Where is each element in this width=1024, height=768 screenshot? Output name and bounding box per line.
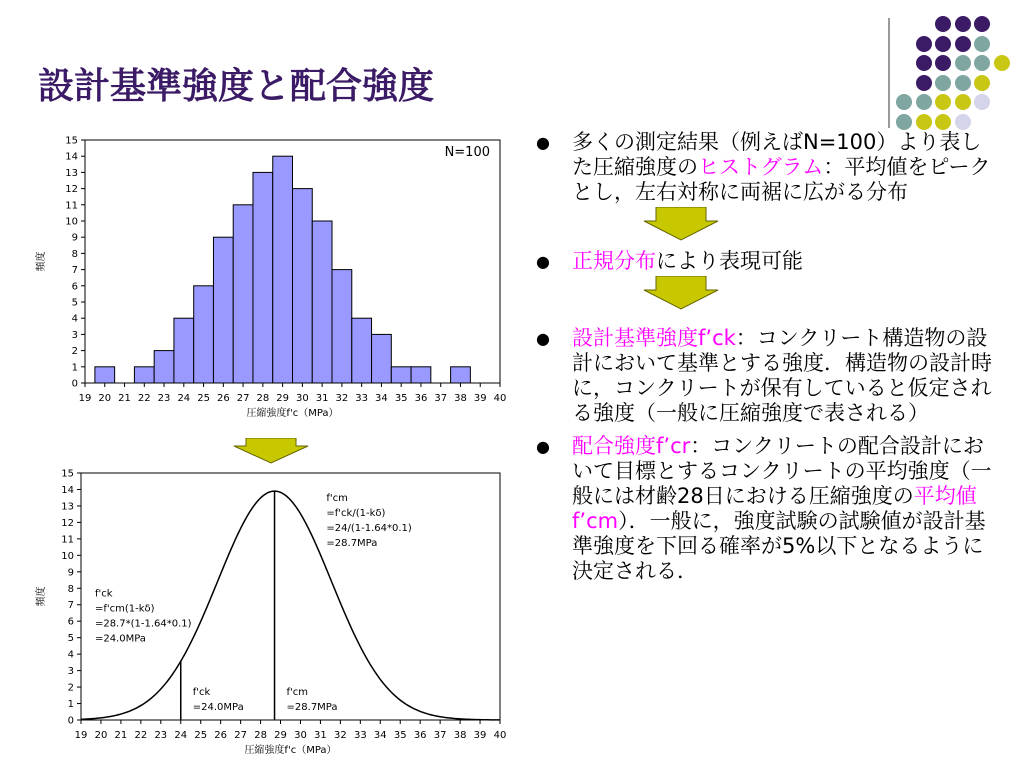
decorative-dot: [916, 75, 932, 91]
x-tick-label: 24: [177, 393, 191, 404]
bullet-mix-strength: [532, 434, 1002, 584]
bullet-dot-icon: ●: [536, 133, 550, 152]
decorative-dot: [955, 75, 971, 91]
y-tick-label: 2: [71, 346, 78, 358]
bullet-text: 多くの測定結果（例えばN=100）より表した圧縮強度のヒストグラム：平均値をピークとし，左右対称に両裾に広がる分布: [572, 130, 991, 204]
x-tick-label: 25: [197, 393, 210, 404]
histogram-bar: [134, 367, 154, 383]
y-tick-label: 14: [61, 484, 74, 496]
bullet-list: [532, 130, 1002, 584]
y-tick-label: 9: [71, 232, 78, 244]
vline-label: f'cm: [286, 687, 309, 698]
x-tick-label: 29: [276, 393, 289, 404]
x-tick-label: 35: [393, 730, 407, 741]
decorative-dot: [935, 114, 951, 130]
x-tick-label: 30: [296, 393, 309, 404]
decorative-dot: [955, 55, 971, 71]
x-tick-label: 39: [473, 393, 487, 404]
fck-formula-line: =24.0MPa: [94, 633, 146, 645]
x-tick-label: 34: [373, 730, 387, 741]
x-tick-label: 36: [414, 393, 428, 404]
bullet-text: 設計基準強度f’ck：コンクリート構造物の設計において基準とする強度．構造物の設計時に，コンクリートが保有していると仮定される強度（一般に圧縮強度で表される）: [572, 326, 992, 425]
decorative-dot: [916, 36, 932, 52]
x-tick-label: 23: [154, 730, 168, 741]
x-tick-label: 20: [94, 730, 108, 741]
x-tick-label: 28: [254, 730, 267, 741]
histogram-bar: [411, 367, 431, 383]
x-axis-label: 圧縮強度f'c（MPa）: [244, 745, 337, 756]
y-tick-label: 5: [67, 633, 74, 645]
x-tick-label: 37: [433, 730, 447, 741]
x-tick-label: 25: [194, 730, 208, 741]
y-tick-label: 6: [67, 616, 74, 628]
decorative-dot: [935, 16, 951, 32]
histogram-bar: [233, 205, 253, 383]
decorative-dot: [974, 36, 990, 52]
slide-title: 設計基準強度と配合強度: [38, 66, 435, 107]
x-tick-label: 34: [375, 393, 388, 404]
y-tick-label: 7: [71, 265, 78, 277]
y-tick-label: 0: [67, 715, 74, 727]
y-tick-label: 5: [71, 297, 78, 309]
y-tick-label: 0: [71, 378, 78, 390]
x-tick-label: 32: [334, 730, 347, 741]
decorative-dot: [974, 94, 990, 110]
decorative-dot: [935, 94, 951, 110]
x-tick-label: 28: [256, 393, 270, 404]
vline-label: f'ck: [192, 687, 211, 698]
bullet-design-strength: [532, 326, 1002, 426]
decorative-dot: [955, 94, 971, 110]
x-tick-label: 37: [434, 393, 448, 404]
histogram-chart: [30, 128, 510, 428]
decorative-dot: [955, 16, 971, 32]
sample-size-annotation: N=100: [444, 145, 490, 160]
y-tick-label: 8: [67, 583, 74, 595]
x-tick-label: 38: [454, 393, 467, 404]
decorative-dot: [896, 114, 912, 130]
histogram-bar: [332, 270, 352, 383]
histogram-bar: [194, 286, 214, 383]
histogram-bar: [213, 237, 233, 383]
y-tick-label: 15: [65, 135, 78, 147]
decorative-dot: [955, 114, 971, 130]
histogram-bar: [352, 318, 372, 383]
down-arrow-icon: [642, 207, 720, 241]
y-tick-label: 11: [61, 534, 74, 546]
x-tick-label: 40: [493, 393, 507, 404]
normal-distribution-chart: [30, 465, 510, 768]
x-tick-label: 38: [453, 730, 467, 741]
decorative-dot: [935, 55, 951, 71]
bullet-dot-icon: ●: [536, 437, 550, 456]
y-tick-label: 12: [65, 184, 78, 196]
decorative-dot: [955, 36, 971, 52]
x-tick-label: 39: [473, 730, 487, 741]
bullet-text: 配合強度f’cr：コンクリートの配合設計において目標とするコンクリートの平均強度（一般には材齢28日における圧縮強度の平均値f’cm）．一般に，強度試験の試験値が設計基準強度を下回る確率が5%以下となるように決定される．: [572, 434, 992, 583]
y-tick-label: 14: [65, 151, 78, 163]
bullet-text: 正規分布により表現可能: [572, 249, 803, 273]
x-tick-label: 40: [493, 730, 507, 741]
x-tick-label: 33: [353, 730, 367, 741]
y-tick-label: 9: [67, 567, 74, 579]
fcm-formula-line: =f'ck/(1-kδ): [326, 507, 386, 519]
bullet-histogram: [532, 130, 1002, 205]
histogram-bar: [95, 367, 115, 383]
histogram-bar: [312, 221, 332, 383]
y-tick-label: 13: [65, 167, 78, 179]
decorative-dot: [896, 94, 912, 110]
y-tick-label: 3: [67, 666, 74, 678]
fck-formula-line: f'ck: [94, 588, 113, 600]
x-tick-label: 27: [234, 730, 247, 741]
fck-formula-line: =f'cm(1-kδ): [94, 603, 155, 615]
x-tick-label: 22: [137, 393, 151, 404]
x-tick-label: 21: [114, 730, 128, 741]
x-tick-label: 26: [214, 730, 228, 741]
fcm-formula-line: =28.7MPa: [326, 537, 378, 549]
histogram-bar: [372, 334, 392, 383]
y-tick-label: 3: [71, 329, 78, 341]
y-tick-label: 7: [67, 600, 74, 612]
decorative-dot: [974, 75, 990, 91]
y-tick-label: 13: [61, 501, 74, 513]
x-tick-label: 26: [216, 393, 230, 404]
y-tick-label: 4: [71, 313, 78, 325]
y-tick-label: 11: [65, 200, 78, 212]
x-axis-label: 圧縮強度f'c（MPa）: [246, 408, 339, 419]
decorative-dot: [916, 55, 932, 71]
down-arrow-icon: [642, 276, 720, 310]
x-tick-label: 32: [335, 393, 349, 404]
histogram-bar: [253, 172, 273, 383]
histogram-bar: [154, 351, 174, 383]
x-tick-label: 33: [355, 393, 369, 404]
decorative-dot: [935, 36, 951, 52]
x-tick-label: 20: [98, 393, 112, 404]
x-tick-label: 29: [274, 730, 287, 741]
down-arrow-icon: [232, 438, 310, 464]
y-tick-label: 6: [71, 281, 78, 293]
y-tick-label: 10: [65, 216, 78, 228]
x-tick-label: 31: [315, 393, 329, 404]
x-tick-label: 23: [157, 393, 171, 404]
y-axis-label: 頻度: [36, 251, 47, 272]
x-tick-label: 21: [118, 393, 131, 404]
decorative-dot: [916, 94, 932, 110]
histogram-bar: [451, 367, 471, 383]
histogram-bar: [391, 367, 411, 383]
x-tick-label: 24: [174, 730, 188, 741]
fcm-formula-line: f'cm: [326, 492, 348, 504]
y-tick-label: 4: [67, 649, 74, 661]
fck-formula-line: =28.7*(1-1.64*0.1): [94, 618, 192, 630]
x-tick-label: 19: [78, 393, 92, 404]
decorative-dot: [974, 16, 990, 32]
decorative-dot: [974, 55, 990, 71]
decorative-dot: [935, 75, 951, 91]
y-tick-label: 2: [67, 682, 74, 694]
x-tick-label: 35: [394, 393, 408, 404]
y-tick-label: 1: [67, 699, 74, 711]
y-axis-label: 頻度: [36, 586, 47, 607]
vline-value-label: =28.7MPa: [286, 702, 338, 713]
histogram-bar: [174, 318, 194, 383]
fcm-formula-line: =24/(1-1.64*0.1): [326, 522, 412, 534]
x-tick-label: 36: [413, 730, 427, 741]
x-tick-label: 22: [134, 730, 148, 741]
y-tick-label: 10: [61, 550, 74, 562]
y-tick-label: 8: [71, 248, 78, 260]
decorative-divider: [888, 18, 890, 128]
x-tick-label: 30: [294, 730, 307, 741]
histogram-bar: [273, 156, 293, 383]
vline-value-label: =24.0MPa: [192, 702, 244, 713]
bullet-dot-icon: ●: [536, 329, 550, 348]
y-tick-label: 12: [61, 517, 74, 529]
x-tick-label: 19: [74, 730, 88, 741]
histogram-bar: [293, 189, 313, 383]
x-tick-label: 31: [314, 730, 327, 741]
decorative-dot: [916, 114, 932, 130]
bullet-normal-distribution: [532, 249, 1002, 274]
plot-frame: [81, 473, 500, 720]
x-tick-label: 27: [236, 393, 250, 404]
bullet-dot-icon: ●: [536, 252, 550, 271]
decorative-dot: [994, 55, 1010, 71]
y-tick-label: 15: [61, 468, 74, 480]
y-tick-label: 1: [71, 362, 78, 374]
